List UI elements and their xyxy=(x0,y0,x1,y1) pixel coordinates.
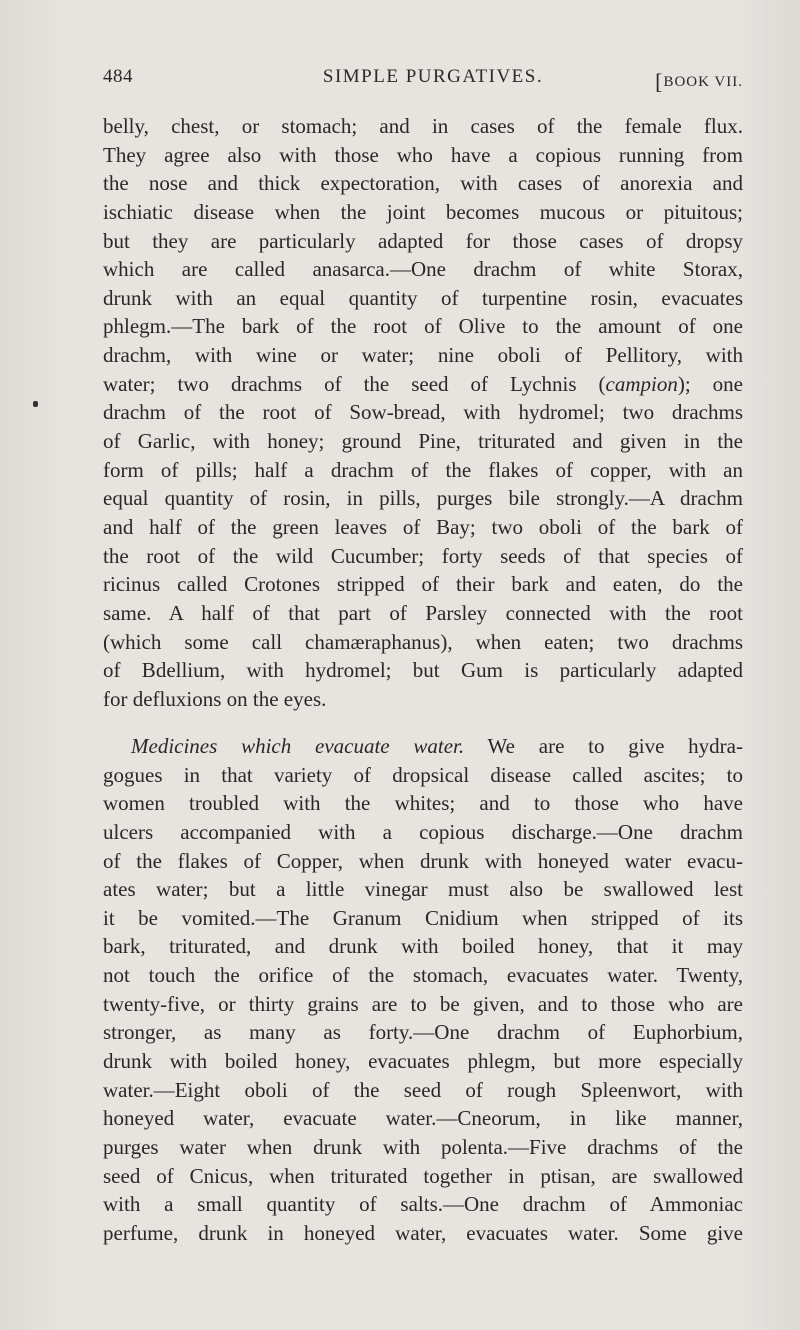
text-line: of the flakes of Copper, when drunk with honeyed water evacu- xyxy=(103,848,743,873)
paragraph-1 xyxy=(103,112,743,713)
text-line: seed of Cnicus, when triturated together in ptisan, are swallowed xyxy=(103,1163,743,1188)
text-line: ricinus called Crotones stripped of their bark and eaten, do the xyxy=(103,572,743,597)
text-line: honeyed water, evacuate water.—Cneorum, in like manner, xyxy=(103,1106,743,1131)
paragraph-2 xyxy=(103,732,743,1248)
running-title: SIMPLE PURGATIVES. xyxy=(322,66,544,87)
text-line: They agree also with those who have a copious running from xyxy=(103,142,743,167)
italic-heading: Medicines which evacuate water. xyxy=(131,734,465,758)
text-line: the root of the wild Cucumber; forty seeds of that species of xyxy=(103,543,743,568)
book-reference-label: BOOK VII. xyxy=(663,74,743,90)
text-line: for defluxions on the eyes. xyxy=(103,686,327,711)
text-line: ischiatic disease when the joint becomes mucous or pituitous; xyxy=(103,199,743,224)
text-line: of Garlic, with honey; ground Pine, triturated and given in the xyxy=(103,429,743,454)
text-line: stronger, as many as forty.—One drachm of Euphorbium, xyxy=(103,1020,743,1045)
ink-mark xyxy=(33,401,38,407)
text-line: ulcers accompanied with a copious discharge.—One drachm xyxy=(103,819,743,844)
text-line: with a small quantity of salts.—One drachm of Ammoniac xyxy=(103,1192,743,1217)
bracket-glyph: [ xyxy=(655,69,664,94)
text-line: it be vomited.—The Granum Cnidium when stripped of its xyxy=(103,905,743,930)
text-line: gogues in that variety of dropsical disease called ascites; to xyxy=(103,762,743,787)
text-line-with-italic-heading xyxy=(103,732,743,761)
heading-rest: We are to give hydra- xyxy=(464,734,743,758)
text-line: water.—Eight oboli of the seed of rough Spleenwort, with xyxy=(103,1077,743,1102)
text-line: drachm, with wine or water; nine oboli of Pellitory, with xyxy=(103,343,743,368)
text-line: but they are particularly adapted for those cases of dropsy xyxy=(103,228,743,253)
text-line: water; two drachms of the seed of Lychnis (campion); one xyxy=(103,371,743,396)
text-line: drunk with an equal quantity of turpentine rosin, evacuates xyxy=(103,285,743,310)
text-line: ates water; but a little vinegar must also be swallowed lest xyxy=(103,877,743,902)
text-line: drachm of the root of Sow-bread, with hydromel; two drachms xyxy=(103,400,743,425)
text-line: and half of the green leaves of Bay; two oboli of the bark of xyxy=(103,514,743,539)
text-line: twenty-five, or thirty grains are to be given, and to those who are xyxy=(103,991,743,1016)
text-line: which are called anasarca.—One drachm of white Storax, xyxy=(103,257,743,282)
text-line: perfume, drunk in honeyed water, evacuates water. Some give xyxy=(103,1220,743,1245)
text-line: not touch the orifice of the stomach, evacuates water. Twenty, xyxy=(103,963,743,988)
text-line: drunk with boiled honey, evacuates phlegm, but more especially xyxy=(103,1049,743,1074)
text-line: equal quantity of rosin, in pills, purges bile strongly.—A drachm xyxy=(103,486,743,511)
page-number: 484 xyxy=(103,66,133,87)
book-reference xyxy=(655,66,743,92)
page-header xyxy=(103,66,743,96)
text-line: same. A half of that part of Parsley connected with the root xyxy=(103,600,743,625)
text-line: of Bdellium, with hydromel; but Gum is particularly adapted xyxy=(103,658,743,683)
text-line: women troubled with the whites; and to those who have xyxy=(103,791,743,816)
text-line: bark, triturated, and drunk with boiled honey, that it may xyxy=(103,934,743,959)
text-line: phlegm.—The bark of the root of Olive to the amount of one xyxy=(103,314,743,339)
text-line: purges water when drunk with polenta.—Five drachms of the xyxy=(103,1134,743,1159)
text-line: belly, chest, or stomach; and in cases of the female flux. xyxy=(103,114,743,138)
text-line: the nose and thick expectoration, with cases of anorexia and xyxy=(103,171,743,196)
text-line: (which some call chamæraphanus), when eaten; two drachms xyxy=(103,629,743,654)
text-line: form of pills; half a drachm of the flakes of copper, with an xyxy=(103,457,743,482)
italic-word: campion xyxy=(605,371,678,396)
